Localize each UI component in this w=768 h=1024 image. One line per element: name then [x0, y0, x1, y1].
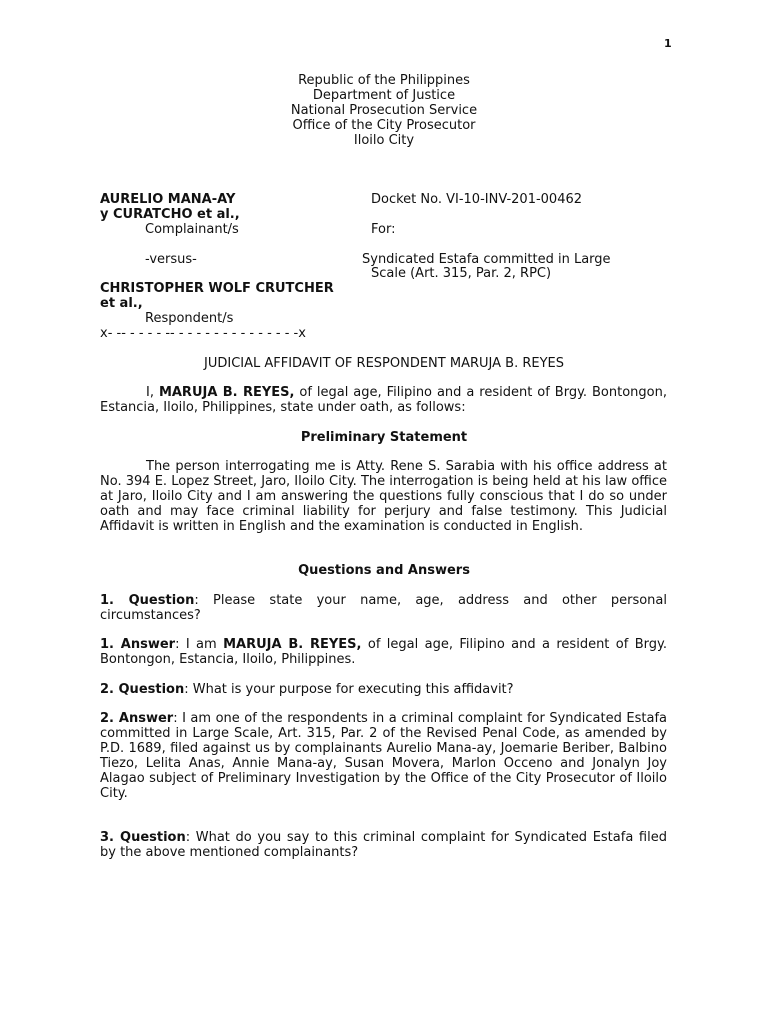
section-heading-preliminary: Preliminary Statement: [300, 430, 468, 445]
affidavit-title: JUDICIAL AFFIDAVIT OF RESPONDENT MARUJA B. REYES: [204, 356, 564, 371]
qa-item: 2. Answer: I am one of the respondents in a criminal complaint for Syndicated Estafa committed in Large Scale, Art. 315, Par. 2 of the Revised Penal Code, as amended by P.D. 1689, filed against us by complainants Aurelio Mana-ay, Joemarie Beriber, Balbino Tiezo, Lelita Anas, Annie Mana-ay, Susan Movera, Marlon Occeno and Jonalyn Joy Alagao subject of Preliminary Investigation by the Office of the City Prosecutor of Iloilo City.: [100, 711, 667, 801]
charge-line: Syndicated Estafa committed in Large: [362, 252, 611, 267]
qa-item: 3. Question: What do you say to this criminal complaint for Syndicated Estafa filed by the above mentioned complainants?: [100, 830, 667, 860]
respondent-name: CHRISTOPHER WOLF CRUTCHER: [100, 281, 334, 296]
caption-separator: x- -- - - - - -- - - - - - - - - - - - - - -x: [100, 326, 306, 341]
letterhead-line: Department of Justice: [312, 88, 456, 103]
section-heading-qa: Questions and Answers: [298, 563, 470, 578]
versus-label: -versus-: [145, 252, 197, 267]
letterhead: [0, 73, 768, 148]
complainant-name: AURELIO MANA-AY: [100, 192, 236, 207]
complainant-role: Complainant/s: [145, 222, 239, 237]
charge-line-cont: Scale (Art. 315, Par. 2, RPC): [371, 266, 552, 281]
letterhead-line: Iloilo City: [353, 133, 415, 148]
respondent-name-cont: et al.,: [100, 296, 143, 311]
qa-item: 1. Question: Please state your name, age, address and other personal circumstances?: [100, 593, 667, 623]
docket-number: Docket No. VI-10-INV-201-00462: [371, 192, 583, 207]
qa-item: 1. Answer: I am MARUJA B. REYES, of legal age, Filipino and a resident of Brgy. Bontongon, Estancia, Iloilo, Philippines.: [100, 637, 667, 667]
page-number: 1: [664, 37, 672, 50]
respondent-role: Respondent/s: [145, 311, 234, 326]
for-label: For:: [371, 222, 396, 237]
qa-item: 2. Question: What is your purpose for executing this affidavit?: [100, 682, 514, 697]
letterhead-line: Office of the City Prosecutor: [292, 118, 476, 133]
complainant-name-cont: y CURATCHO et al.,: [100, 207, 240, 222]
letterhead-line: Republic of the Philippines: [298, 73, 470, 88]
preliminary-paragraph: The person interrogating me is Atty. Rene S. Sarabia with his office address at No. 394 E. Lopez Street, Jaro, Iloilo City. The interrogation is being held at his law office at Jaro, Iloilo City and I am answering the questions fully conscious that I do so under oath and may face criminal liability for perjury and false testimony. This Judicial Affidavit is written in English and the examination is conducted in English.: [100, 459, 667, 534]
intro-paragraph: I, MARUJA B. REYES, of legal age, Filipino and a resident of Brgy. Bontongon, Estancia, Iloilo, Philippines, state under oath, as follows:: [100, 385, 667, 415]
letterhead-line: National Prosecution Service: [290, 103, 478, 118]
